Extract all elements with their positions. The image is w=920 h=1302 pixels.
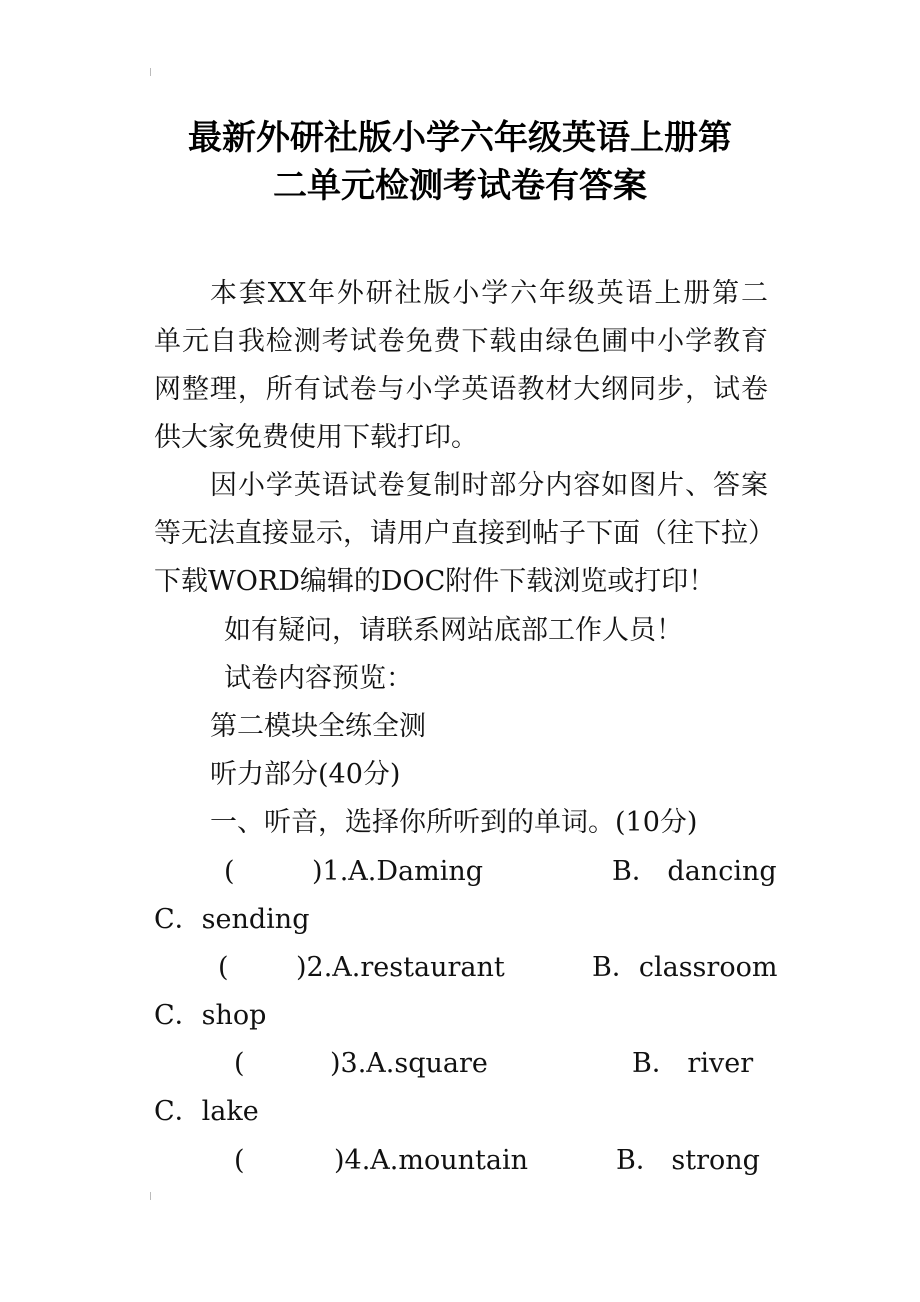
question-1-option-c: C．sending	[154, 904, 310, 935]
module-title: 第二模块全练全测	[210, 711, 426, 742]
question-4-paren: (	[234, 1145, 245, 1176]
question-2-option-a: )2.A.restaurant	[296, 952, 505, 983]
listening-title: 听力部分(40分)	[210, 759, 401, 790]
corner-mark-bottom	[150, 1192, 155, 1200]
intro-line-2: 单元自我检测考试卷免费下载由绿色圃中小学教育	[154, 326, 768, 357]
preview-label: 试卷内容预览：	[224, 663, 413, 694]
section-one-heading: 一、听音，选择你所听到的单词。(10分)	[210, 807, 698, 838]
question-2-paren: (	[218, 952, 229, 983]
question-3-option-c: C．lake	[154, 1096, 259, 1127]
intro-line-4: 供大家免费使用下载打印。	[154, 422, 478, 453]
notice-line-1: 因小学英语试卷复制时部分内容如图片、答案	[210, 470, 768, 501]
intro-line-1: 本套XX年外研社版小学六年级英语上册第二	[210, 278, 768, 309]
question-1-option-b: B． dancing	[612, 856, 777, 887]
document-title-line-2: 二单元检测考试卷有答案	[273, 166, 647, 206]
corner-mark-top	[150, 68, 155, 76]
question-2-option-c: C．shop	[154, 1000, 267, 1031]
question-2-option-b: B．classroom	[592, 952, 778, 983]
question-3-option-a: )3.A.square	[330, 1048, 488, 1079]
question-4-option-a: )4.A.mountain	[334, 1145, 528, 1176]
question-3-option-b: B． river	[632, 1048, 754, 1079]
contact-note: 如有疑问，请联系网站底部工作人员！	[224, 615, 683, 646]
question-4-option-b: B． strong	[616, 1145, 760, 1176]
question-1-paren: (	[224, 856, 235, 887]
question-3-paren: (	[234, 1048, 245, 1079]
notice-line-3: 下载WORD编辑的DOC附件下载浏览或打印！	[154, 566, 716, 597]
question-1-option-a: )1.A.Daming	[312, 856, 484, 887]
intro-line-3: 网整理，所有试卷与小学英语教材大纲同步，试卷	[154, 374, 768, 405]
document-title-line-1: 最新外研社版小学六年级英语上册第	[188, 118, 732, 158]
notice-line-2: 等无法直接显示，请用户直接到帖子下面（往下拉）	[154, 518, 775, 549]
